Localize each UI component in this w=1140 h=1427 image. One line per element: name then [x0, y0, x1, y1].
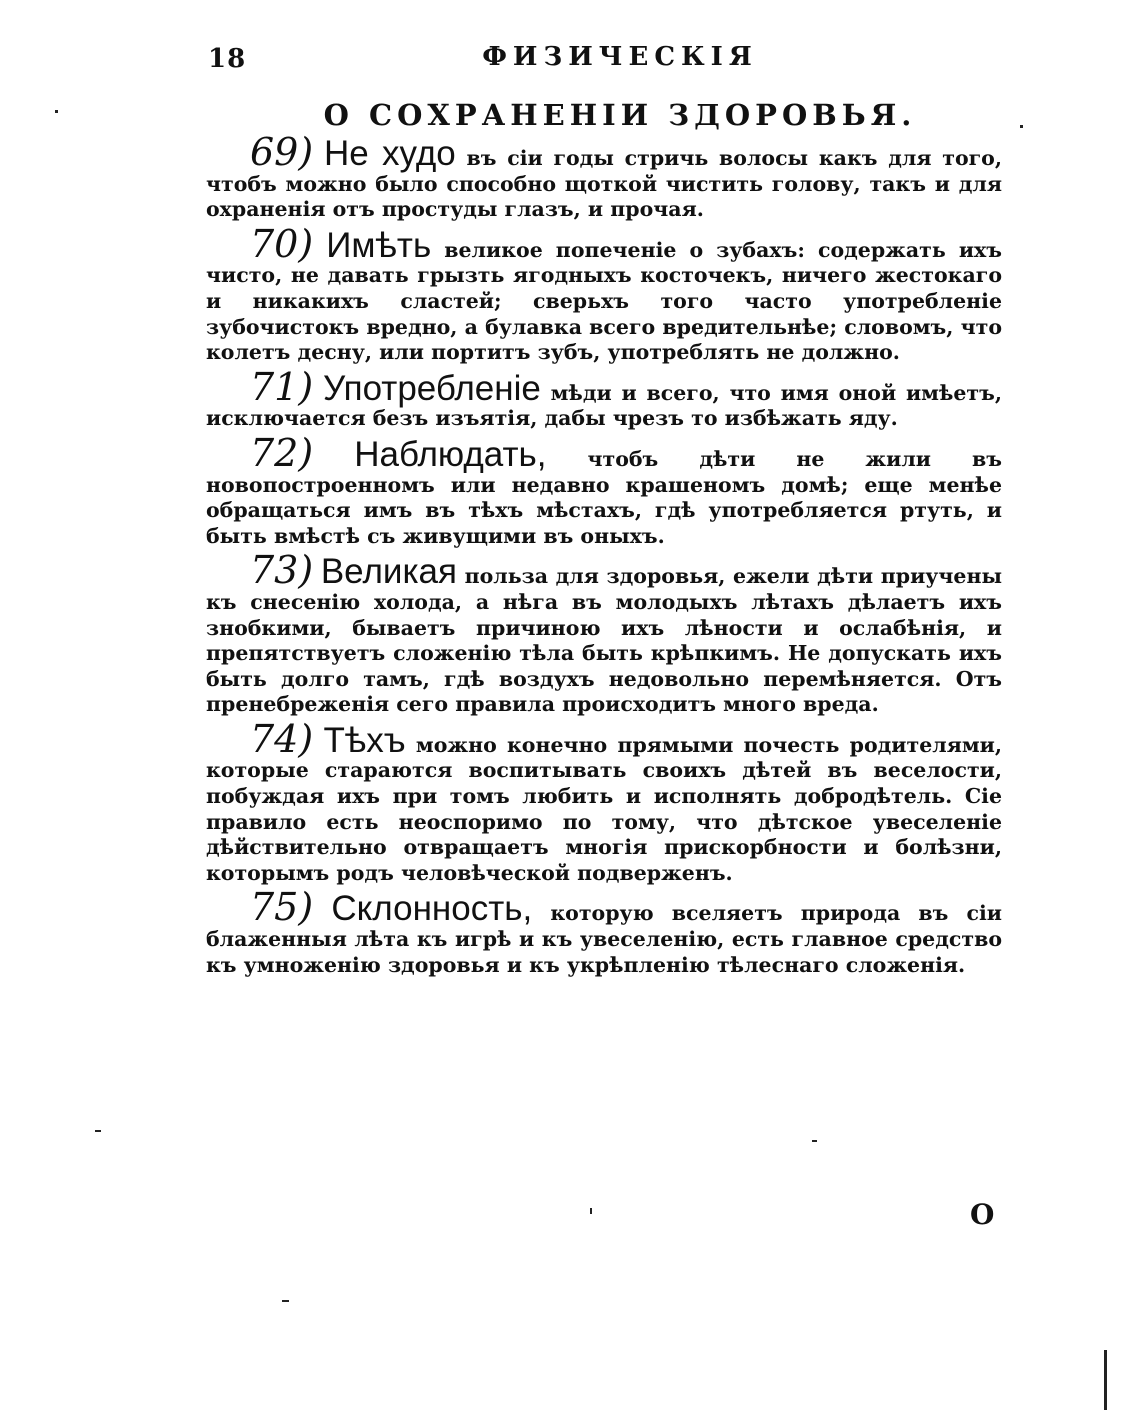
paragraph-text: мѣди и всего, что имя оной имѣетъ, исключается безъ изъятія, дабы чрезъ то избѣжать яду.: [206, 380, 1002, 431]
scan-speck: [590, 1208, 592, 1214]
scan-speck: [1020, 125, 1023, 128]
paragraph-72: [206, 430, 1003, 549]
scan-speck: [55, 110, 58, 113]
paragraph-lead: Не худо: [323, 134, 456, 173]
paragraph-text: которую вселяетъ природа въ сіи блаженныя лѣта къ игрѣ и къ увеселенію, есть главное средство къ умноженію здоровья и къ укрѣпленію тѣлеснаго сложенія.: [206, 901, 1002, 977]
paragraph-number: 74): [250, 716, 314, 761]
paragraph-text: великое попеченіе о зубахъ: содержать ихъ чисто, не давать грызть ягодныхъ косточекъ, ничего жестокаго и никакихъ сластей; сверьхъ того часто употребленіе зубочистокъ вредно, а булавка всего вредительнѣе; словомъ, что колетъ десну, или портитъ зубъ, употреблять не должно.: [206, 237, 1002, 365]
paragraph-number: 71): [250, 364, 314, 409]
paragraph-lead: Имѣть: [326, 225, 432, 265]
paragraph-lead: Великая: [320, 552, 457, 592]
paragraph-number: 72): [250, 430, 314, 475]
paragraph-text: польза для здоровья, ежели дѣти приучены къ снесенію холода, а нѣга въ молодыхъ лѣтахъ дѣлаетъ ихъ знобкими, бываетъ причиною ихъ лѣности и ослабѣнія, и препятствуетъ сложенію тѣла быть крѣпкимъ. Не допускать ихъ быть долго тамъ, гдѣ воздухъ недовольно перемѣняется. Отъ пренебреженія сего правила происходитъ много вреда.: [206, 564, 1002, 717]
paragraph-73: [206, 548, 1002, 718]
paragraph-75: [206, 885, 1002, 978]
section-title: О СОХРАНЕНІИ ЗДОРОВЬЯ.: [323, 98, 917, 132]
page-number: 18: [208, 44, 247, 74]
paragraph-number: 75): [250, 885, 314, 930]
scan-speck: [1104, 1350, 1107, 1410]
paragraph-lead: Наблюдать,: [354, 434, 547, 474]
paragraph-lead: Тѣхъ: [323, 720, 406, 760]
paragraph-number: 70): [250, 221, 314, 266]
paragraph-text: въ сіи годы стричь волосы какъ для того, чтобъ можно было способно щоткой чистить голову, такъ и для охраненія отъ простуды глазъ, и прочая.: [206, 146, 1002, 222]
paragraph-number: 73): [250, 548, 314, 593]
paragraph-number: 69): [250, 130, 314, 174]
paragraph-lead: Склонность,: [331, 889, 533, 929]
paragraph-text: чтобъ дѣти не жили въ новопостроенномъ или недавно крашеномъ домѣ; еще менѣе обращаться имъ въ тѣхъ мѣстахъ, гдѣ употребляется ртуть, и быть вмѣстѣ съ живущими въ оныхъ.: [206, 446, 1003, 548]
scan-speck: [282, 1300, 289, 1302]
paragraph-70: [206, 221, 1002, 366]
scan-speck: [812, 1140, 817, 1142]
paragraph-lead: Употребленіе: [323, 368, 541, 408]
paragraph-text: можно конечно прямыми почесть родителями, которые стараются воспитывать своихъ дѣтей въ веселости, побуждая ихъ при томъ любить и исполнять добродѣтель. Сіе правило есть неоспоримо по тому, что дѣтское увеселеніе дѣйствительно отвращаетъ многія прискорбности и болѣзни, которымъ родъ человѣческой подверженъ.: [206, 732, 1002, 885]
catchword: О: [970, 1198, 995, 1231]
paragraph-69: [206, 130, 1002, 223]
running-head: ФИЗИЧЕСКІЯ: [482, 42, 758, 72]
body-text: [206, 130, 1003, 987]
paragraph-71: [206, 364, 1002, 432]
scan-speck: [95, 1130, 101, 1132]
paragraph-74: [206, 716, 1002, 887]
